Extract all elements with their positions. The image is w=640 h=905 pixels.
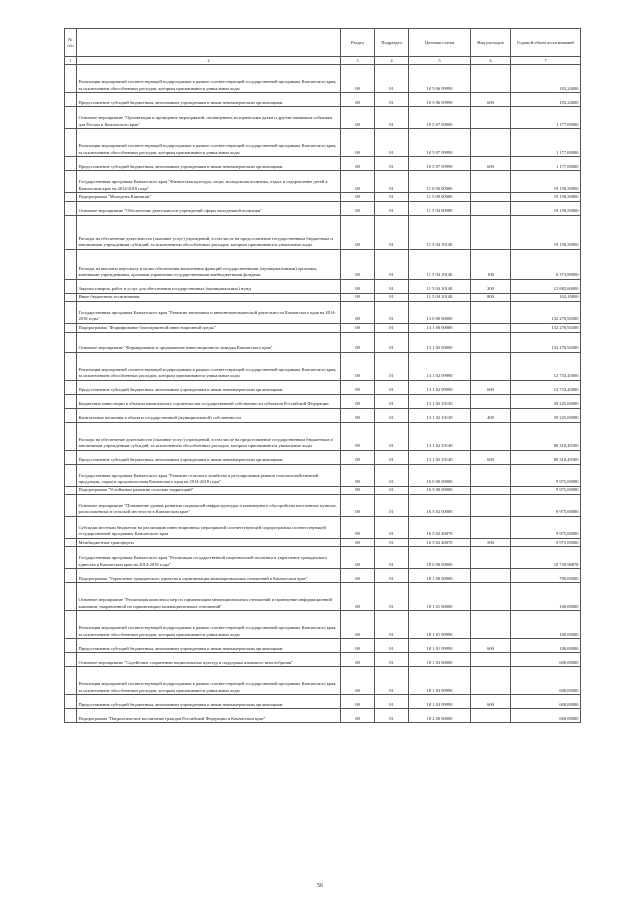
row-amount-cell: 102,10000 [511,293,581,301]
table-row [65,193,581,201]
row-exp-type-cell [471,324,511,332]
table-row [65,215,581,249]
row-amount-cell: 600,00000 [511,667,581,695]
row-subsection-cell: 01 [375,249,409,279]
row-name-cell: Подпрограмма "Патриотическое воспитание граждан Российской Федерации в Камчатском крае" [77,709,341,723]
row-name-cell: Подпрограмма "Формирование благоприятной инвестиционной среды" [77,324,341,332]
row-amount-cell: 12 682,60000 [511,279,581,293]
row-section-cell: 08 [341,547,375,569]
row-amount-cell: 132 276,94300 [511,324,581,332]
table-row [65,201,581,215]
row-target-cell: 13 1 00 00000 [409,324,471,332]
row-subsection-cell: 01 [375,667,409,695]
column-number: 1 [65,57,77,65]
row-name-cell: Расходы на выплаты персоналу в целях обеспечения выполнения функций государственными (муниципальными) органами, казенными учреждениями, органами управления государственными внебюджетными фондами [77,249,341,279]
row-target-cell: 18 1 03 00000 [409,653,471,667]
row-amount-cell: 80 318,49300 [511,450,581,464]
row-exp-type-cell [471,65,511,93]
row-name-cell: Государственная программа Камчатского края "Развитие экономики и внешнеэкономической деятельности Камчатского края на 2014-2018 годы" [77,302,341,324]
row-number-cell [65,547,77,569]
row-target-cell: 18 2 00 00000 [409,709,471,723]
header-section: Раздел [341,29,375,57]
column-number: 4 [375,57,409,65]
row-exp-type-cell [471,611,511,639]
row-section-cell: 08 [341,93,375,107]
row-name-cell: Реализация мероприятий соответствующей подпрограммы в рамках соответствующей государственной программы Камчатского края, за исключением обособленных расходов, которым присваиваются уникальные коды [77,611,341,639]
row-exp-type-cell: 800 [471,293,511,301]
table-row [65,653,581,667]
table-row [65,171,581,193]
row-amount-cell: 9 975,00000 [511,516,581,538]
row-section-cell: 08 [341,583,375,611]
table-row [65,569,581,583]
row-amount-cell: 132 276,94300 [511,302,581,324]
row-name-cell: Предоставление субсидий бюджетным, автономным учреждениям и иным некоммерческим организациям [77,93,341,107]
table-row [65,408,581,422]
row-name-cell: Основное мероприятие "Формирование и продвижение инвестиционного имиджа Камчатского края" [77,332,341,352]
row-target-cell: 13 0 00 00000 [409,302,471,324]
row-exp-type-cell [471,667,511,695]
row-subsection-cell: 01 [375,332,409,352]
row-section-cell: 08 [341,569,375,583]
row-section-cell: 08 [341,193,375,201]
row-name-cell: Государственная программа Камчатского края "Физическая культура, спорт, молодежная политика, отдых и оздоровление детей в Камчатском крае на 2014-2018 годы" [77,171,341,193]
row-section-cell: 08 [341,408,375,422]
row-number-cell [65,93,77,107]
table-row [65,279,581,293]
table-row [65,249,581,279]
table-row [65,65,581,93]
row-subsection-cell: 01 [375,422,409,450]
row-number-cell [65,494,77,516]
table-row [65,450,581,464]
row-target-cell: 11 5 04 10140 [409,279,471,293]
row-name-cell: Подпрограмма "Устойчивое развитие сельских территорий" [77,486,341,494]
row-exp-type-cell [471,215,511,249]
row-number-cell [65,215,77,249]
row-name-cell: Подпрограмма "Укрепление гражданского единства и гармонизация межнациональных отношений в Камчатском крае" [77,569,341,583]
row-amount-cell: 600,00000 [511,653,581,667]
row-number-cell [65,380,77,394]
row-section-cell: 08 [341,324,375,332]
row-exp-type-cell: 600 [471,695,511,709]
row-amount-cell: 100,00000 [511,611,581,639]
header-amount: Годовой объем ассигнований [511,29,581,57]
row-name-cell: Основное мероприятие "Содействие сохранению национальных культур и поддержка языкового многообразия" [77,653,341,667]
table-row [65,695,581,709]
row-name-cell: Реализация мероприятий соответствующей подпрограммы в рамках соответствующей государственной программы Камчатского края, за исключением обособленных расходов, которым присваиваются уникальные коды [77,667,341,695]
row-name-cell: Реализация мероприятий соответствующей подпрограммы в рамках соответствующей государственной программы Камчатского края, за исключением обособленных расходов, которым присваиваются уникальные коды [77,65,341,93]
column-number: 5 [409,57,471,65]
row-section-cell: 08 [341,352,375,380]
row-exp-type-cell: 400 [471,408,511,422]
row-section-cell: 08 [341,611,375,639]
row-section-cell: 08 [341,639,375,653]
row-amount-cell: 1 177,00000 [511,129,581,157]
row-name-cell: Предоставление субсидий бюджетным, автономным учреждениям и иным некоммерческим организациям [77,639,341,653]
row-number-cell [65,129,77,157]
row-subsection-cell: 01 [375,129,409,157]
row-target-cell: 10 5 06 09990 [409,93,471,107]
row-number-cell [65,653,77,667]
row-amount-cell: 9 975,00000 [511,538,581,546]
budget-table [64,28,581,723]
row-amount-cell: 132 276,94300 [511,332,581,352]
column-number: 7 [511,57,581,65]
row-subsection-cell: 01 [375,352,409,380]
table-row [65,611,581,639]
row-exp-type-cell: 600 [471,380,511,394]
table-row [65,394,581,408]
column-number-row [65,57,581,65]
row-amount-cell: 103,24000 [511,65,581,93]
row-exp-type-cell [471,171,511,193]
table-row [65,667,581,695]
table-row [65,302,581,324]
row-exp-type-cell: 600 [471,639,511,653]
row-subsection-cell: 01 [375,193,409,201]
row-number-cell [65,408,77,422]
row-exp-type-cell [471,547,511,569]
row-target-cell: 18 1 03 09990 [409,667,471,695]
row-section-cell: 08 [341,129,375,157]
row-exp-type-cell [471,129,511,157]
row-number-cell [65,65,77,93]
row-amount-cell: 19 158,50000 [511,171,581,193]
row-section-cell: 08 [341,302,375,324]
row-amount-cell: 19 158,50000 [511,201,581,215]
row-section-cell: 08 [341,394,375,408]
row-number-cell [65,695,77,709]
row-subsection-cell: 01 [375,93,409,107]
row-target-cell: 16 5 02 00000 [409,494,471,516]
row-number-cell [65,516,77,538]
row-section-cell: 08 [341,695,375,709]
row-section-cell: 08 [341,667,375,695]
row-name-cell: Предоставление субсидий бюджетным, автономным учреждениям и иным некоммерческим организациям [77,157,341,171]
row-exp-type-cell: 100 [471,249,511,279]
row-subsection-cell: 01 [375,201,409,215]
row-target-cell: 16 5 00 00000 [409,486,471,494]
row-amount-cell: 103,24000 [511,93,581,107]
row-number-cell [65,583,77,611]
row-number-cell [65,464,77,486]
row-subsection-cell: 01 [375,107,409,129]
row-name-cell: Расходы на обеспечение деятельности (оказание услуг) учреждений, в том числе на предоставление государственным бюджетным и автономным учреждениям субсидий, за исключением обособленных расходов, которым присваиваются уникальные коды [77,422,341,450]
row-section-cell: 08 [341,171,375,193]
table-row [65,380,581,394]
row-exp-type-cell [471,201,511,215]
document-page [64,28,580,723]
row-amount-cell: 100,00000 [511,583,581,611]
row-amount-cell: 100,00000 [511,639,581,653]
row-name-cell: Государственная программа Камчатского края "Развитие сельского хозяйства и регулирования рынков сельскохозяйственной продукции, сырья и продовольствия Камчатского края на 2014-2018 годы" [77,464,341,486]
row-exp-type-cell: 600 [471,450,511,464]
row-target-cell: 13 1 02 09990 [409,352,471,380]
row-subsection-cell: 01 [375,695,409,709]
row-name-cell: Предоставление субсидий бюджетным, автономным учреждениям и иным некоммерческим организациям [77,450,341,464]
row-amount-cell: 9 975,00000 [511,464,581,486]
row-name-cell: Предоставление субсидий бюджетным, автономным учреждениям и иным некоммерческим организациям [77,380,341,394]
row-number-cell [65,538,77,546]
row-target-cell: 18 1 01 09990 [409,639,471,653]
row-exp-type-cell [471,486,511,494]
row-target-cell: 10 5 07 00000 [409,107,471,129]
row-subsection-cell: 01 [375,171,409,193]
row-amount-cell: 39 225,00000 [511,408,581,422]
row-name-cell: Основное мероприятие "Повышение уровня развития социальной инфраструктуры и инженерного обустройства населенных пунктов, расположенных в сельской местности в Камчатском крае" [77,494,341,516]
table-row [65,293,581,301]
row-number-cell [65,201,77,215]
table-row [65,583,581,611]
row-target-cell: 18 1 01 09990 [409,611,471,639]
row-exp-type-cell [471,709,511,723]
row-target-cell: 18 1 03 09990 [409,695,471,709]
row-number-cell [65,394,77,408]
row-number-cell [65,324,77,332]
row-section-cell: 08 [341,709,375,723]
header-target: Целевая статья [409,29,471,57]
row-subsection-cell: 01 [375,380,409,394]
row-subsection-cell: 01 [375,653,409,667]
row-target-cell: 11 5 04 10140 [409,249,471,279]
row-name-cell: Капитальные вложения в объекты государственной (муниципальной) собственности [77,408,341,422]
header-subsection: Подраздел [375,29,409,57]
row-subsection-cell: 01 [375,516,409,538]
row-number-cell [65,332,77,352]
row-number-cell [65,667,77,695]
row-subsection-cell: 01 [375,709,409,723]
row-amount-cell: 39 225,00000 [511,394,581,408]
table-row [65,516,581,538]
row-section-cell: 08 [341,201,375,215]
row-amount-cell: 6 373,80000 [511,249,581,279]
row-number-cell [65,352,77,380]
row-name-cell: Межбюджетные трансферты [77,538,341,546]
row-subsection-cell: 01 [375,583,409,611]
row-exp-type-cell [471,332,511,352]
row-target-cell: 18 1 01 00000 [409,583,471,611]
header-num: № п/п [65,29,77,57]
row-subsection-cell: 01 [375,547,409,569]
row-section-cell: 08 [341,157,375,171]
row-subsection-cell: 01 [375,324,409,332]
row-number-cell [65,107,77,129]
row-subsection-cell: 01 [375,279,409,293]
row-amount-cell: 19 158,50000 [511,193,581,201]
row-number-cell [65,302,77,324]
row-subsection-cell: 01 [375,639,409,653]
table-row [65,494,581,516]
row-amount-cell: 9 975,00000 [511,494,581,516]
row-section-cell: 08 [341,486,375,494]
row-target-cell: 10 5 06 09990 [409,65,471,93]
table-row [65,352,581,380]
row-target-cell: 13 1 02 00000 [409,332,471,352]
row-target-cell: 18 1 00 00000 [409,569,471,583]
row-amount-cell: 9 975,00000 [511,486,581,494]
row-name-cell: Реализация мероприятий соответствующей подпрограммы в рамках соответствующей государственной программы Камчатского края, за исключением обособленных расходов, которым присваиваются уникальные коды [77,352,341,380]
table-row [65,157,581,171]
table-row [65,709,581,723]
row-subsection-cell: 01 [375,65,409,93]
table-row [65,639,581,653]
row-exp-type-cell [471,494,511,516]
row-number-cell [65,279,77,293]
row-section-cell: 08 [341,494,375,516]
row-target-cell: 10 5 07 09990 [409,157,471,171]
row-number-cell [65,249,77,279]
row-amount-cell: 1 177,00000 [511,157,581,171]
row-exp-type-cell [471,464,511,486]
row-subsection-cell: 01 [375,569,409,583]
row-section-cell: 08 [341,380,375,394]
row-amount-cell: 19 158,50000 [511,215,581,249]
row-section-cell: 08 [341,293,375,301]
row-exp-type-cell: 600 [471,93,511,107]
row-amount-cell: 660,00000 [511,709,581,723]
row-subsection-cell: 01 [375,486,409,494]
row-number-cell [65,171,77,193]
row-subsection-cell: 01 [375,450,409,464]
row-subsection-cell: 01 [375,464,409,486]
row-subsection-cell: 01 [375,293,409,301]
row-target-cell: 13 1 02 09990 [409,380,471,394]
row-exp-type-cell [471,193,511,201]
row-amount-cell: 12 733,45000 [511,380,581,394]
table-row [65,129,581,157]
column-number: 3 [341,57,375,65]
row-amount-cell: 700,00000 [511,569,581,583]
row-section-cell: 08 [341,215,375,249]
table-row [65,93,581,107]
header-exp-type: Вид расходов [471,29,511,57]
row-number-cell [65,193,77,201]
row-number-cell [65,157,77,171]
row-amount-cell: 1 177,00000 [511,107,581,129]
row-section-cell: 08 [341,422,375,450]
row-exp-type-cell [471,107,511,129]
row-exp-type-cell [471,583,511,611]
row-number-cell [65,486,77,494]
row-exp-type-cell [471,653,511,667]
row-subsection-cell: 01 [375,215,409,249]
row-name-cell: Бюджетные инвестиции в объекты капитального строительства государственной собственности субъектов Российской Федерации [77,394,341,408]
table-row [65,332,581,352]
row-name-cell: Расходы на обеспечение деятельности (оказание услуг) учреждений, в том числе на предоставление государственным бюджетным и автономным учреждениям субсидий, за исключением обособленных расходов, которым присваиваются уникальные коды [77,215,341,249]
row-number-cell [65,422,77,450]
row-subsection-cell: 01 [375,302,409,324]
row-subsection-cell: 01 [375,538,409,546]
row-target-cell: 16 0 00 00000 [409,464,471,486]
column-number: 6 [471,57,511,65]
row-name-cell: Государственная программа Камчатского края "Реализация государственной национальной политики и укрепление гражданского единства в Камчатском крае на 2014-2018 годы" [77,547,341,569]
row-target-cell: 16 5 02 40070 [409,516,471,538]
row-name-cell: Подпрограмма "Молодежь Камчатки" [77,193,341,201]
row-subsection-cell: 01 [375,394,409,408]
row-name-cell: Реализация мероприятий соответствующей подпрограммы в рамках соответствующей государственной программы Камчатского края, за исключением обособленных расходов, которым присваиваются уникальные коды [77,129,341,157]
row-section-cell: 08 [341,653,375,667]
row-target-cell: 10 5 07 09990 [409,129,471,157]
row-target-cell: 13 1 02 10140 [409,422,471,450]
row-subsection-cell: 01 [375,611,409,639]
row-section-cell: 08 [341,538,375,546]
table-row [65,486,581,494]
row-number-cell [65,611,77,639]
row-amount-cell: 10 739,96878 [511,547,581,569]
row-section-cell: 08 [341,464,375,486]
row-exp-type-cell [471,569,511,583]
row-number-cell [65,450,77,464]
row-exp-type-cell [471,422,511,450]
row-target-cell: 16 5 02 40070 [409,538,471,546]
row-subsection-cell: 01 [375,494,409,516]
row-section-cell: 08 [341,516,375,538]
row-amount-cell: 12 733,45000 [511,352,581,380]
row-target-cell: 11 5 00 00000 [409,193,471,201]
row-subsection-cell: 01 [375,408,409,422]
row-target-cell: 13 1 02 10130 [409,408,471,422]
table-row [65,107,581,129]
row-section-cell: 08 [341,450,375,464]
row-section-cell: 08 [341,107,375,129]
header-name [77,29,341,57]
row-name-cell: Иные бюджетные ассигнования [77,293,341,301]
row-section-cell: 08 [341,65,375,93]
table-row [65,324,581,332]
row-amount-cell: 80 318,49300 [511,422,581,450]
column-number: 2 [77,57,341,65]
row-section-cell: 08 [341,332,375,352]
row-exp-type-cell: 600 [471,157,511,171]
row-target-cell: 13 1 02 10140 [409,450,471,464]
row-subsection-cell: 01 [375,157,409,171]
row-exp-type-cell: 500 [471,538,511,546]
row-number-cell [65,639,77,653]
row-target-cell: 11 5 04 10140 [409,215,471,249]
row-name-cell: Основное мероприятие "Реализация комплекса мер по гармонизации межнациональных отношений и проведение информационной кампании, направленной на гармонизацию межнациональных отношений" [77,583,341,611]
row-target-cell: 18 0 00 00000 [409,547,471,569]
row-name-cell: Основное мероприятие "Обеспечение деятельности учреждений сферы молодежной политики" [77,201,341,215]
row-section-cell: 08 [341,279,375,293]
row-amount-cell: 600,00000 [511,695,581,709]
row-name-cell: Основное мероприятие "Организация и проведение мероприятий, посвященных историческим датам и другим значимым событиям для России и Камчатского края" [77,107,341,129]
page-number: 56 [317,883,323,889]
row-target-cell: 13 1 02 10130 [409,394,471,408]
row-number-cell [65,569,77,583]
table-row [65,464,581,486]
row-target-cell: 11 0 00 00000 [409,171,471,193]
row-target-cell: 11 5 04 10140 [409,293,471,301]
row-name-cell: Субсидии местным бюджетам на реализацию инвестиционных мероприятий соответствующей подпрограммы соответствующей государственной программы Камчатского края [77,516,341,538]
row-name-cell: Предоставление субсидий бюджетным, автономным учреждениям и иным некоммерческим организациям [77,695,341,709]
row-target-cell: 11 5 04 00000 [409,201,471,215]
table-header-row [65,29,581,57]
table-row [65,547,581,569]
row-exp-type-cell [471,302,511,324]
table-row [65,422,581,450]
row-number-cell [65,709,77,723]
row-exp-type-cell [471,352,511,380]
row-section-cell: 08 [341,249,375,279]
table-row [65,538,581,546]
row-exp-type-cell [471,394,511,408]
row-name-cell: Закупка товаров, работ и услуг для обеспечения государственных (муниципальных) нужд [77,279,341,293]
row-exp-type-cell: 200 [471,279,511,293]
row-exp-type-cell [471,516,511,538]
row-number-cell [65,293,77,301]
